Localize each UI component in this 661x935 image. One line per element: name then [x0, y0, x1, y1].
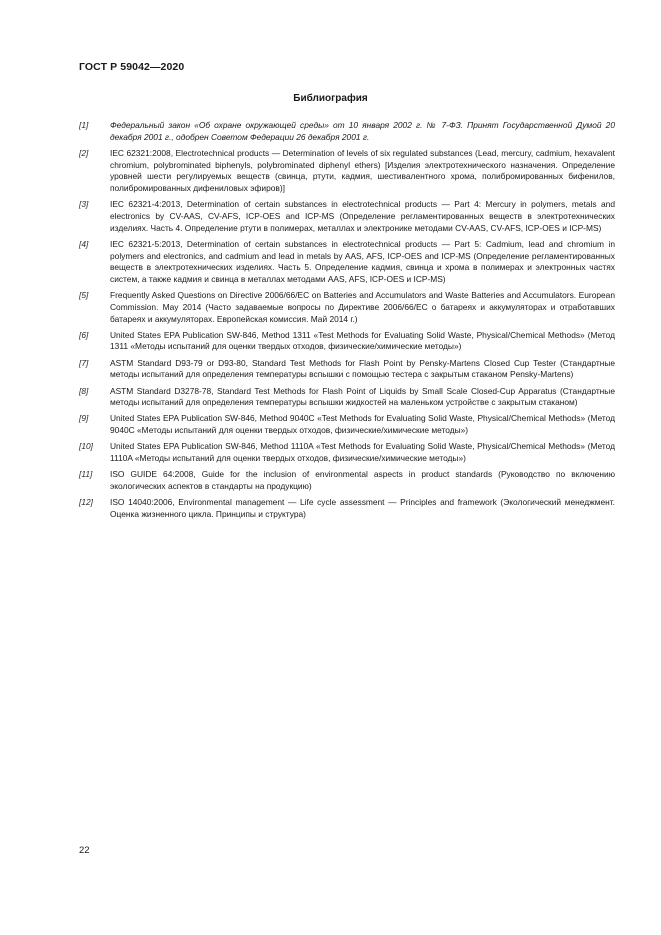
bibliography-item-text: IEC 62321-5:2013, Determination of certain substances in electrotechnical products — Part 5: Cadmium, lead and chromium in polymers and electronics, and cadmium and lead in metals by AAS, AFS, ICP-OES and ICP-MS (Определение регламентированных веществ в электротехнических изделиях. Часть 5. Определение кадмия, свинца и хрома в полимерах и электронных частях систем, а также кадмия и свинца в металлах методами AAS, AFS, ICP-OES и ICP-MS): [110, 238, 615, 284]
bibliography-item-number: [6]: [79, 329, 89, 340]
bibliography-item-text: IEC 62321:2008, Electrotechnical products — Determination of levels of six regulated substances (Lead, mercury, cadmium, hexavalent chromium, polybrominated biphenyls, polybrominated diphenyl ethers) [Изделия электротехнического назначения. Определение уровней шести регулируемых веществ (свинца, ртути, кадмия, шестивалентного хрома, полибромированных бифенилов, полибромированных дифениловых эфиров)]: [110, 147, 615, 194]
bibliography-item-text: ASTM Standard D3278-78, Standard Test Methods for Flash Point of Liquids by Small Scale Closed-Cup Apparatus (Стандартные методы испытаний для определения температуры вспышки жидкостей на маленьком устройстве с закрытым стаканом): [110, 385, 615, 408]
bibliography-item: [79, 120, 615, 143]
bibliography-list: [79, 120, 615, 525]
page-number: 22: [79, 845, 90, 856]
bibliography-item-text: ISO 14040:2006, Environmental management — Life cycle assessment — Principles and framework (Экологический менеджмент. Оценка жизненного цикла. Принципы и структура): [110, 497, 615, 519]
bibliography-item-number: [10]: [79, 441, 93, 452]
bibliography-item-number: [8]: [79, 385, 89, 396]
bibliography-item-text: United States EPA Publication SW-846, Method 1110A «Test Methods for Evaluating Solid Waste, Physical/Chemical Methods» (Метод 1110A «Методы испытаний для оценки твердых отходов, физические/химические методы»): [110, 441, 615, 464]
bibliography-title: Библиография: [293, 93, 368, 104]
bibliography-item-text: IEC 62321-4:2013, Determination of certain substances in electrotechnical products — Part 4: Mercury in polymers, metals and electronics by CV-AAS, CV-AFS, ICP-OES and ICP-MS (Определение регламентированных веществ в электротехнических изделиях. Часть 4. Определение ртути в полимерах, металлах и электронике методами CV-AAS, CV-AFS, ICP-OES и ICP-MS): [110, 199, 615, 233]
bibliography-item-number: [12]: [79, 497, 93, 508]
bibliography-item: [79, 441, 615, 464]
bibliography-item-text: Frequently Asked Questions on Directive 2006/66/EC on Batteries and Accumulators and Waste Batteries and Accumulators. European Commission. May 2014 (Часто задаваемые вопросы по Директиве 2006/66/EC о батареях и аккумуляторах и отработавших батареях и аккумуляторах. Европейская комиссия. Май 2014 г.): [110, 290, 615, 324]
bibliography-item-number: [4]: [79, 238, 89, 249]
bibliography-item: [79, 148, 615, 195]
bibliography-item-number: [1]: [79, 120, 89, 130]
bibliography-item: [79, 290, 615, 325]
bibliography-item-text: United States EPA Publication SW-846, Method 9040C «Test Methods for Evaluating Solid Waste, Physical/Chemical Methods» (Метод 9040C «Методы испытаний для оценки твердых отходов, физические/химические методы»): [110, 413, 615, 436]
bibliography-item-text: Федеральный закон «Об охране окружающей среды» от 10 января 2002 г. № 7-ФЗ. Принят Государственной Думой 20 декабря 2001 г., одобрен Советом Федерации 26 декабря 2001 г.: [110, 120, 615, 142]
bibliography-item-number: [7]: [79, 357, 89, 368]
bibliography-item-number: [11]: [79, 469, 93, 480]
bibliography-item: [79, 469, 615, 492]
document-code: ГОСТ Р 59042—2020: [79, 61, 185, 73]
bibliography-item: [79, 386, 615, 409]
bibliography-item-number: [2]: [79, 147, 89, 158]
bibliography-item-number: [5]: [79, 290, 89, 301]
bibliography-item-number: [3]: [79, 199, 89, 210]
bibliography-item: [79, 199, 615, 234]
bibliography-item: [79, 497, 615, 520]
bibliography-item: [79, 330, 615, 353]
bibliography-item-text: ISO GUIDE 64:2008, Guide for the inclusion of environmental aspects in product standards (Руководство по включению экологических аспектов в стандарты на продукцию): [110, 469, 615, 491]
bibliography-item: [79, 413, 615, 436]
bibliography-item-text: United States EPA Publication SW-846, Method 1311 «Test Methods for Evaluating Solid Waste, Physical/Chemical Methods» (Метод 1311 «Методы испытаний для оценки твердых отходов, физические/химические методы»): [110, 329, 615, 352]
bibliography-item-text: ASTM Standard D93-79 or D93-80, Standard Test Methods for Flash Point by Pensky-Martens Closed Cup Tester (Стандартные методы испытаний для определения температуры вспышки с помощью тестера с закрытым стаканом Pensky-Martens): [110, 357, 615, 380]
bibliography-item: [79, 239, 615, 286]
bibliography-item: [79, 358, 615, 381]
bibliography-item-number: [9]: [79, 413, 89, 424]
